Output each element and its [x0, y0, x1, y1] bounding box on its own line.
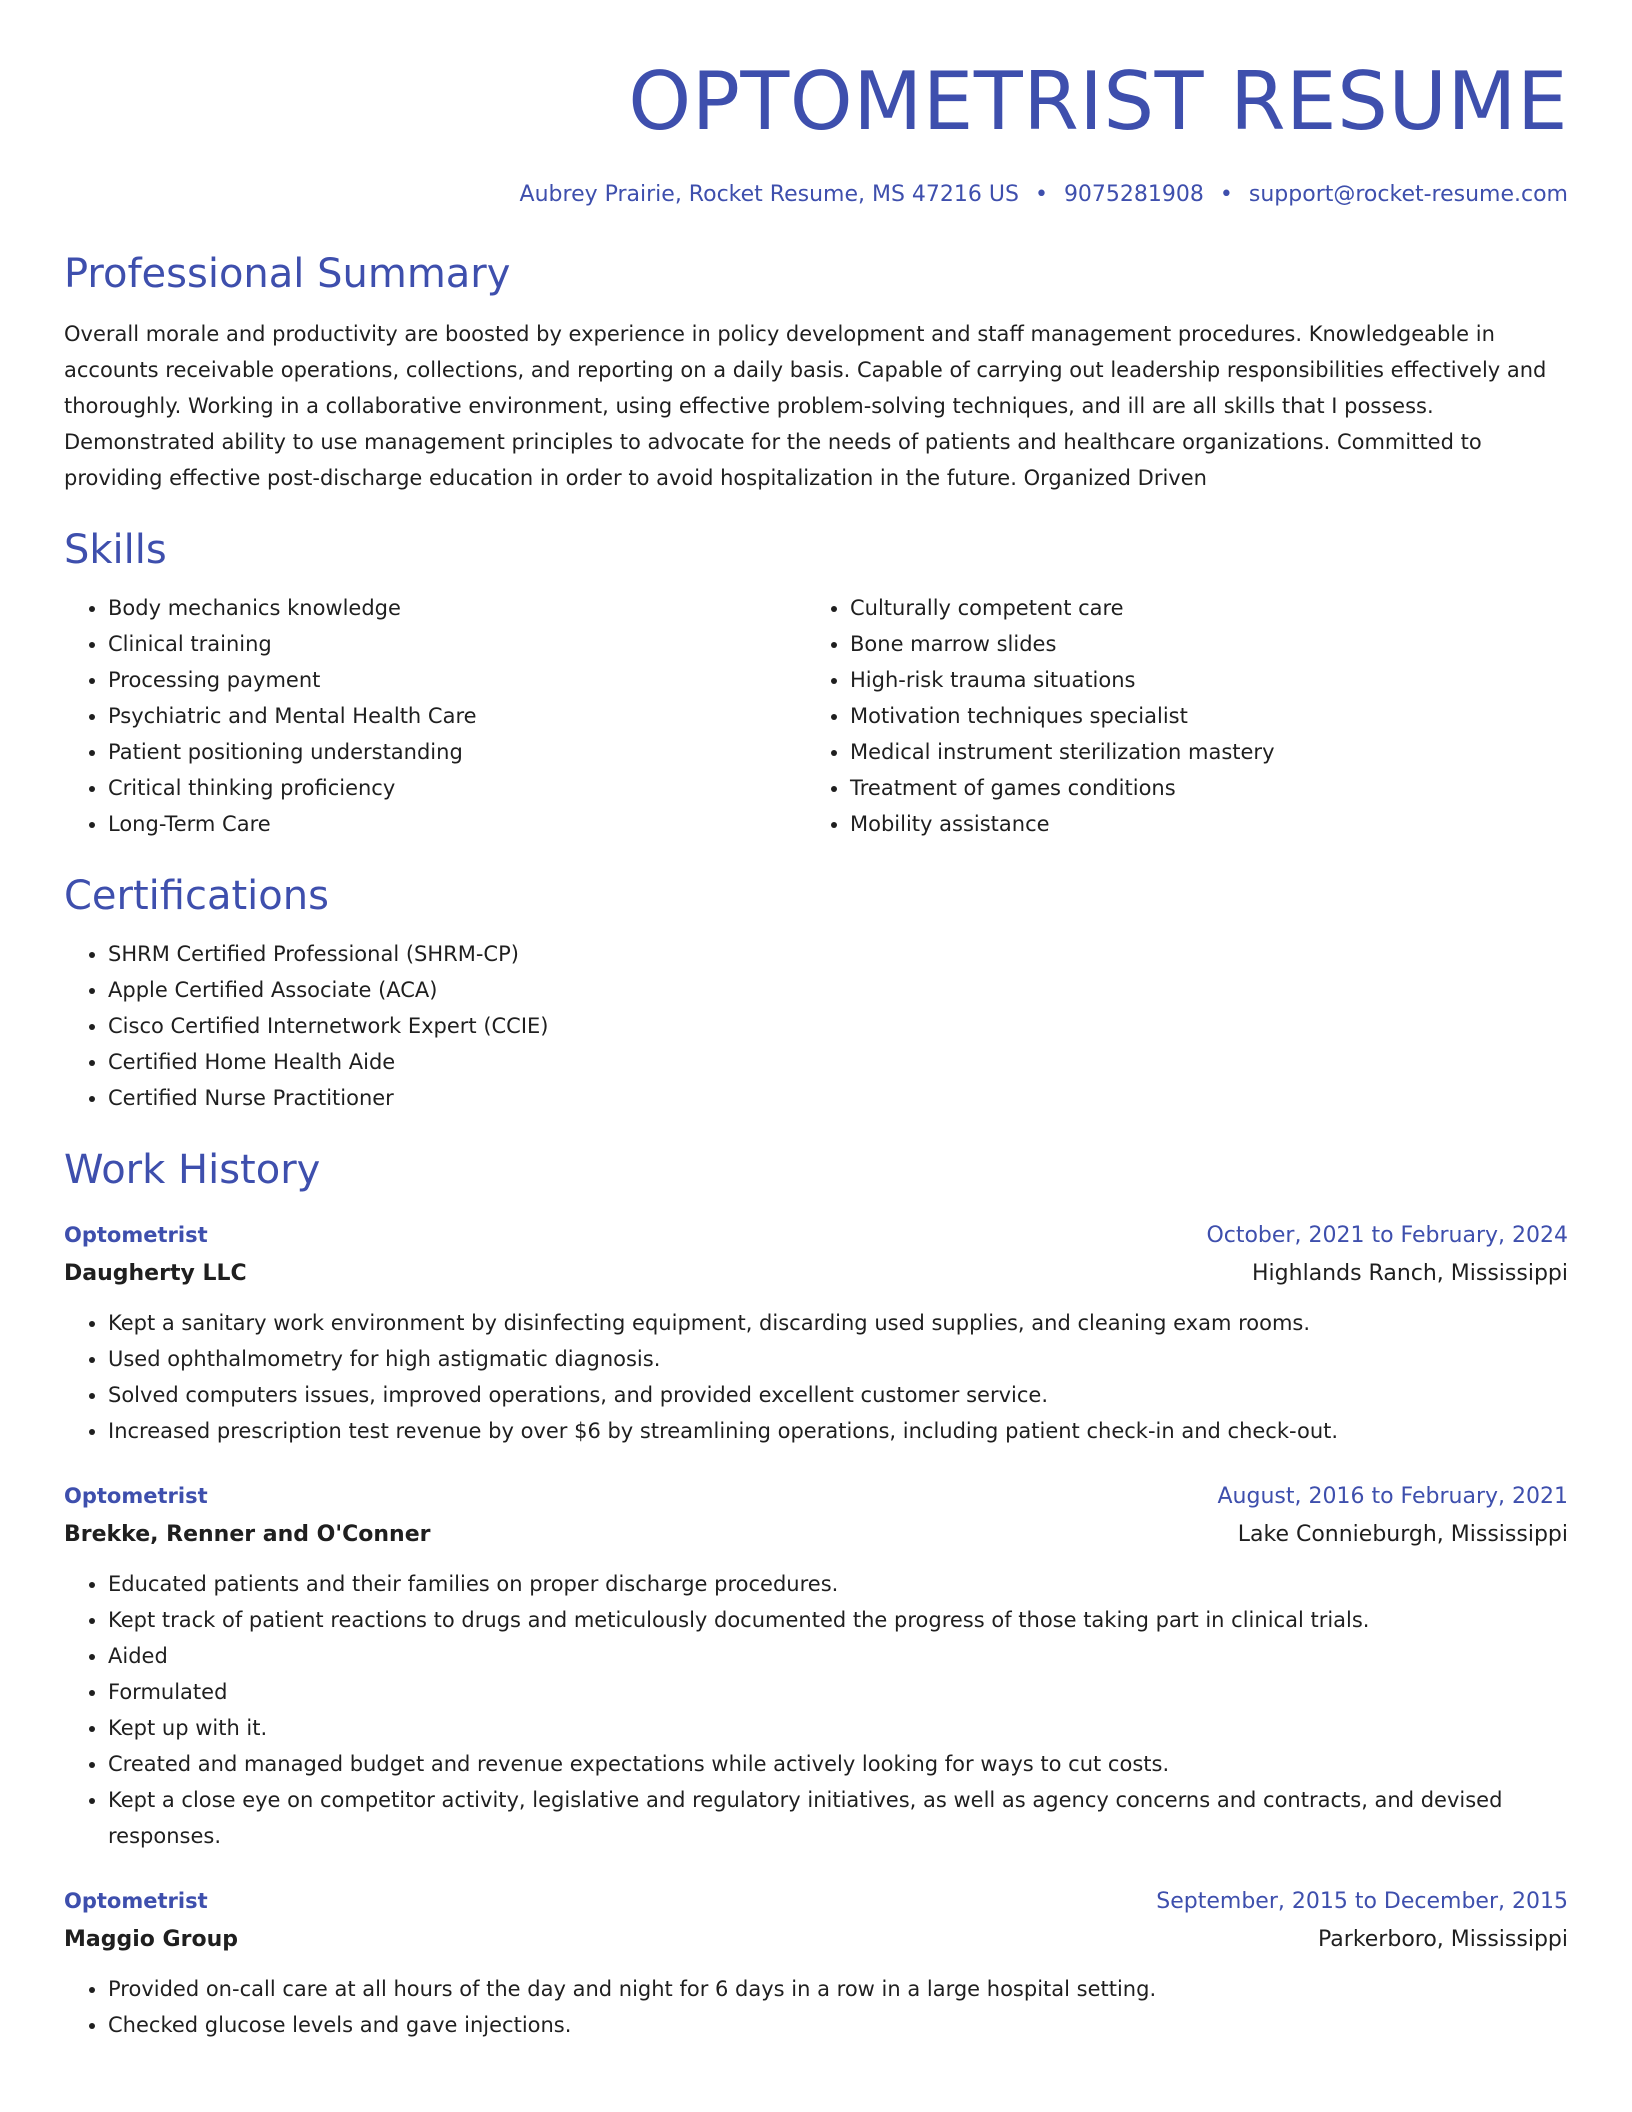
job-dates: August, 2016 to February, 2021 — [1217, 1484, 1568, 1509]
job-bullet: • Checked glucose levels and gave injections. — [108, 2007, 1568, 2043]
skill-item: • Culturally competent care — [850, 590, 1548, 626]
job-company-row — [64, 1921, 1568, 1959]
skills-grid — [64, 590, 1568, 842]
job-bullets — [64, 1566, 1568, 1854]
contact-address: Aubrey Prairie, Rocket Resume, MS 47216 US — [519, 182, 1019, 207]
skill-item: • Processing payment — [108, 662, 806, 698]
job-company: Daugherty LLC — [64, 1261, 247, 1286]
skill-item: • Mobility assistance — [850, 806, 1548, 842]
job-bullet: • Educated patients and their families on proper discharge procedures. — [108, 1566, 1568, 1602]
skills-list-right — [806, 590, 1548, 842]
job-company-row — [64, 1516, 1568, 1554]
job-bullet: • Used ophthalmometry for high astigmatic diagnosis. — [108, 1341, 1568, 1377]
job-bullet: • Kept up with it. — [108, 1710, 1568, 1746]
job-location: Lake Connieburgh, Mississippi — [1237, 1522, 1568, 1547]
job-bullet: • Increased prescription test revenue by over $6 by streamlining operations, including patient check-in and check-out. — [108, 1413, 1568, 1449]
skill-item: • Body mechanics knowledge — [108, 590, 806, 626]
job-location: Highlands Ranch, Mississippi — [1252, 1261, 1568, 1286]
resume-title: OPTOMETRIST RESUME — [628, 55, 1568, 148]
job-title: Optometrist — [64, 1889, 208, 1913]
job-bullet: • Kept a sanitary work environment by disinfecting equipment, discarding used supplies, and cleaning exam rooms. — [108, 1305, 1568, 1341]
job-entry — [64, 1882, 1568, 2043]
job-entry — [64, 1216, 1568, 1449]
skill-item: • Treatment of games conditions — [850, 770, 1548, 806]
job-bullet: • Created and managed budget and revenue expectations while actively looking for ways to cut costs. — [108, 1746, 1568, 1782]
summary-text: Overall morale and productivity are boosted by experience in policy development and staff management procedures. Knowledgeable in accounts receivable operations, collections, and reporting on a daily basis. Capable of carrying out leadership responsibilities effectively and thoroughly. Working in a collaborative environment, using effective problem-solving techniques, and ill are all skills that I possess. Demonstrated ability to use management principles to advocate for the needs of patients and healthcare organizations. Committed to providing effective post-discharge education in order to avoid hospitalization in the future. Organized Driven — [64, 322, 1547, 490]
job-title: Optometrist — [64, 1223, 208, 1247]
skill-item: • Medical instrument sterilization mastery — [850, 734, 1548, 770]
certification-item: • SHRM Certified Professional (SHRM-CP) — [108, 936, 1568, 972]
job-header-row — [64, 1477, 1568, 1516]
contact-line — [64, 180, 1568, 210]
skills-heading: Skills — [64, 527, 167, 573]
certification-item: • Certified Home Health Aide — [108, 1044, 1568, 1080]
certifications-heading: Certifications — [64, 873, 329, 919]
certification-item: • Certified Nurse Practitioner — [108, 1080, 1568, 1116]
skill-item: • Motivation techniques specialist — [850, 698, 1548, 734]
job-entry — [64, 1477, 1568, 1854]
certification-item: • Apple Certified Associate (ACA) — [108, 972, 1568, 1008]
skill-item: • Patient positioning understanding — [108, 734, 806, 770]
job-bullet: • Provided on-call care at all hours of the day and night for 6 days in a row in a large hospital setting. — [108, 1971, 1568, 2007]
skill-item: • Psychiatric and Mental Health Care — [108, 698, 806, 734]
skills-list-left — [64, 590, 806, 842]
job-bullets — [64, 1305, 1568, 1449]
certifications-list — [64, 936, 1568, 1116]
skill-item: • Critical thinking proficiency — [108, 770, 806, 806]
summary-heading: Professional Summary — [64, 251, 511, 297]
contact-separator: • — [1219, 182, 1233, 207]
job-bullet: • Formulated — [108, 1674, 1568, 1710]
job-company-row — [64, 1255, 1568, 1293]
job-header-row — [64, 1882, 1568, 1921]
job-dates: October, 2021 to February, 2024 — [1206, 1223, 1568, 1248]
job-bullets — [64, 1971, 1568, 2043]
job-location: Parkerboro, Mississippi — [1318, 1927, 1568, 1952]
skills-column-right — [806, 590, 1548, 842]
contact-phone[interactable]: 9075281908 — [1063, 182, 1204, 207]
skill-item: • Clinical training — [108, 626, 806, 662]
skill-item: • Long-Term Care — [108, 806, 806, 842]
skill-item: • High-risk trauma situations — [850, 662, 1548, 698]
job-bullet: • Kept track of patient reactions to drugs and meticulously documented the progress of those taking part in clinical trials. — [108, 1602, 1568, 1638]
job-bullet: • Aided — [108, 1638, 1568, 1674]
contact-separator: • — [1034, 182, 1048, 207]
job-header-row — [64, 1216, 1568, 1255]
job-company: Maggio Group — [64, 1927, 238, 1952]
job-bullet: • Kept a close eye on competitor activity, legislative and regulatory initiatives, as well as agency concerns and contracts, and devised responses. — [108, 1782, 1568, 1854]
contact-email[interactable]: support@rocket-resume.com — [1248, 182, 1568, 207]
job-dates: September, 2015 to December, 2015 — [1156, 1889, 1568, 1914]
job-company: Brekke, Renner and O'Conner — [64, 1522, 431, 1547]
work-history-heading: Work History — [64, 1147, 321, 1193]
skill-item: • Bone marrow slides — [850, 626, 1548, 662]
job-bullet: • Solved computers issues, improved operations, and provided excellent customer service. — [108, 1377, 1568, 1413]
job-title: Optometrist — [64, 1484, 208, 1508]
certification-item: • Cisco Certified Internetwork Expert (CCIE) — [108, 1008, 1568, 1044]
skills-column-left — [64, 590, 806, 842]
